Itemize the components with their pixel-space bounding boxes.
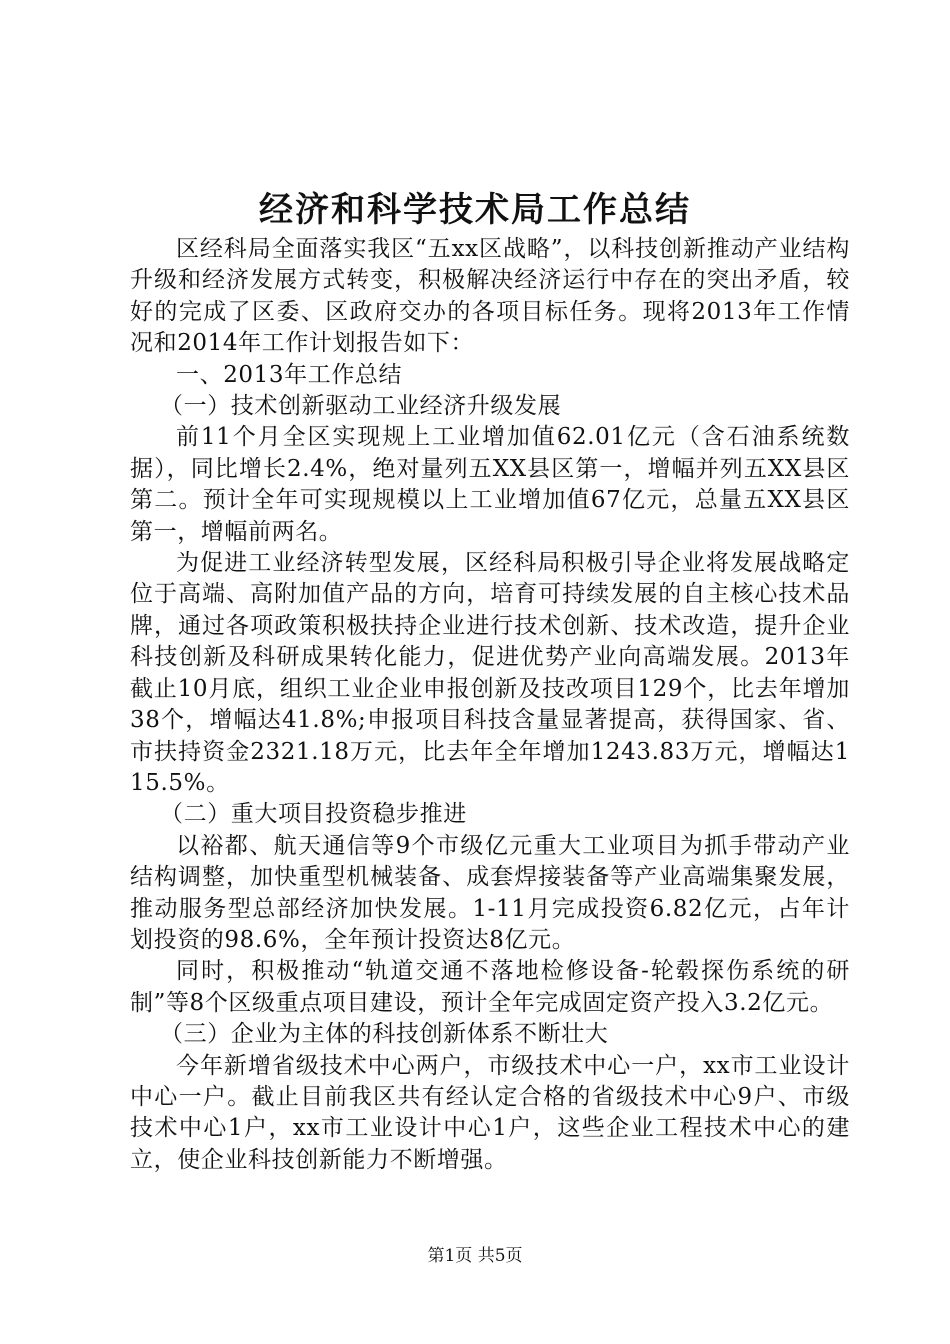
paragraph-industrial-output: 前11个月全区实现规上工业增加值62.01亿元（含石油系统数据），同比增长2.4%，绝对量列五XX县区第一，增幅并列五XX县区第二。预计全年可实现规模以上工业增加值67亿元，总量五XX县区第一，增幅前两名。	[130, 424, 850, 545]
section-heading-summary: 一、2013年工作总结	[176, 361, 403, 388]
page-number-footer: 第1页 共5页	[427, 1246, 523, 1266]
subsection-heading-innovation: （一）技术创新驱动工业经济升级发展	[160, 393, 562, 420]
subsection-heading-investment: （二）重大项目投资稳步推进	[160, 801, 467, 828]
paragraph-district-projects: 同时，积极推动“轨道交通不落地检修设备-轮毂探伤系统的研制”等8个区级重点项目建设，预计全年完成固定资产投入3.2亿元。	[130, 958, 850, 1016]
document-title: 经济和科学技术局工作总结	[259, 190, 691, 230]
paragraph-transformation: 为促进工业经济转型发展，区经科局积极引导企业将发展战略定位于高端、高附加值产品的方向，培育可持续发展的自主核心技术品牌，通过各项政策积极扶持企业进行技术创新、技术改造，提升企业科技创新及科研成果转化能力，促进优势产业向高端发展。2013年截止10月底，组织工业企业申报创新及技改项目129个，比去年增加38个，增幅达41.8%;申报项目科技含量显著提高，获得国家、省、市扶持资金2321.18万元，比去年全年增加1243.83万元，增幅达115.5%。	[130, 550, 850, 796]
paragraph-tech-centers: 今年新增省级技术中心两户，市级技术中心一户，xx市工业设计中心一户。截止目前我区共有经认定合格的省级技术中心9户、市级技术中心1户，xx市工业设计中心1户，这些企业工程技术中心的建立，使企业科技创新能力不断增强。	[130, 1052, 850, 1173]
document-body	[130, 234, 850, 1176]
subsection-heading-enterprise: （三）企业为主体的科技创新体系不断壮大	[160, 1021, 609, 1048]
paragraph-major-projects: 以裕都、航天通信等9个市级亿元重大工业项目为抓手带动产业结构调整，加快重型机械装备、成套焊接装备等产业高端集聚发展，推动服务型总部经济加快发展。1-11月完成投资6.82亿元，占年计划投资的98.6%，全年预计投资达8亿元。	[130, 832, 850, 953]
intro-paragraph: 区经科局全面落实我区“五xx区战略”，以科技创新推动产业结构升级和经济发展方式转变，积极解决经济运行中存在的突出矛盾，较好的完成了区委、区政府交办的各项目标任务。现将2013年工作情况和2014年工作计划报告如下：	[130, 236, 850, 357]
